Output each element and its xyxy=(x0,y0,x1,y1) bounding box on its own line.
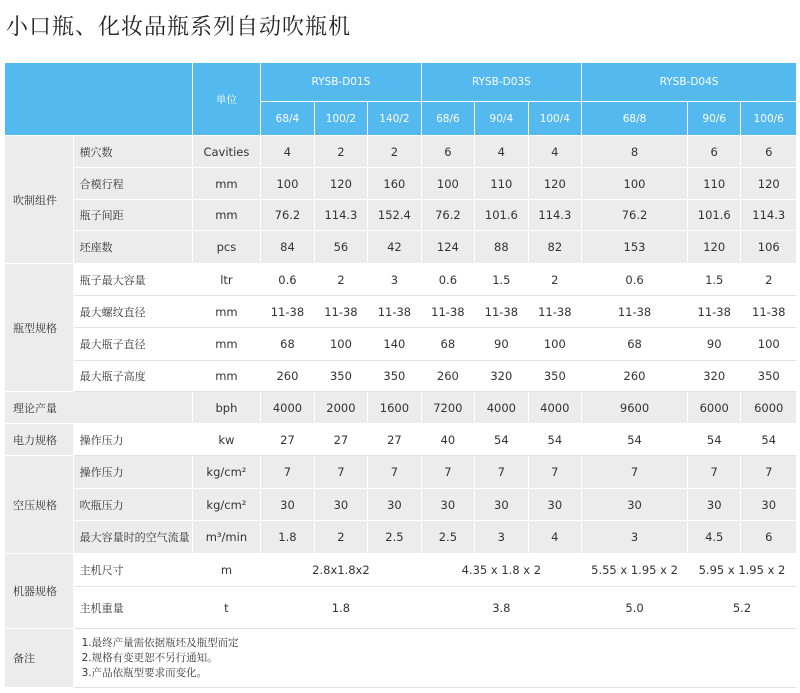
group-label: 机器规格 xyxy=(5,554,74,629)
value-cell: 1.8 xyxy=(261,587,421,629)
table-row xyxy=(5,264,797,296)
value-cell: 1600 xyxy=(368,392,421,424)
value-cell: 6000 xyxy=(741,392,797,424)
value-cell: 30 xyxy=(368,489,421,521)
variant-header: 68/6 xyxy=(421,102,474,136)
value-cell: 2 xyxy=(528,264,581,296)
model-header: RYSB-D03S xyxy=(421,63,581,102)
table-row xyxy=(5,296,797,328)
value-cell: 27 xyxy=(368,424,421,456)
value-cell: 114.3 xyxy=(741,200,797,231)
value-cell: 2000 xyxy=(314,392,367,424)
value-cell: 100 xyxy=(261,168,314,200)
unit-cell: mm xyxy=(192,168,261,200)
value-cell: 30 xyxy=(687,489,740,521)
value-cell: 4 xyxy=(261,136,314,168)
remarks-row xyxy=(5,629,797,688)
row-label: 瓶子间距 xyxy=(73,200,192,231)
value-cell: 54 xyxy=(582,424,688,456)
value-cell: 350 xyxy=(528,361,581,392)
value-cell: 2 xyxy=(314,136,367,168)
unit-cell: m xyxy=(192,554,261,587)
variant-header: 68/8 xyxy=(582,102,688,136)
value-cell: 11-38 xyxy=(314,296,367,328)
value-cell: 114.3 xyxy=(314,200,367,231)
value-cell: 2 xyxy=(314,264,367,296)
model-header: RYSB-D01S xyxy=(261,63,421,102)
value-cell: 4.5 xyxy=(687,521,740,554)
value-cell: 152.4 xyxy=(368,200,421,231)
unit-cell: mm xyxy=(192,200,261,231)
variant-header: 90/4 xyxy=(475,102,528,136)
value-cell: 7 xyxy=(368,456,421,489)
value-cell: 54 xyxy=(528,424,581,456)
value-cell: 7 xyxy=(421,456,474,489)
value-cell: 27 xyxy=(261,424,314,456)
table-row xyxy=(5,231,797,264)
row-label: 操作压力 xyxy=(73,456,192,489)
value-cell: 2.5 xyxy=(421,521,474,554)
unit-cell: mm xyxy=(192,361,261,392)
variant-header: 68/4 xyxy=(261,102,314,136)
unit-cell: mm xyxy=(192,296,261,328)
group-label: 电力规格 xyxy=(5,424,74,456)
value-cell: 4000 xyxy=(475,392,528,424)
unit-cell: mm xyxy=(192,328,261,361)
remark-line: 3.产品依瓶型要求而变化。 xyxy=(81,666,208,679)
table-row xyxy=(5,521,797,554)
value-cell: 2.5 xyxy=(368,521,421,554)
value-cell: 6 xyxy=(741,521,797,554)
table-row xyxy=(5,489,797,521)
value-cell: 260 xyxy=(421,361,474,392)
value-cell: 120 xyxy=(741,168,797,200)
table-row xyxy=(5,456,797,489)
unit-cell: m³/min xyxy=(192,521,261,554)
unit-cell: Cavities xyxy=(192,136,261,168)
value-cell: 11-38 xyxy=(528,296,581,328)
table-row xyxy=(5,554,797,587)
value-cell: 1.5 xyxy=(475,264,528,296)
value-cell: 68 xyxy=(421,328,474,361)
value-cell: 7 xyxy=(475,456,528,489)
value-cell: 120 xyxy=(528,168,581,200)
value-cell: 4 xyxy=(528,136,581,168)
value-cell: 114.3 xyxy=(528,200,581,231)
row-label: 最大瓶子直径 xyxy=(73,328,192,361)
value-cell: 5.0 xyxy=(582,587,688,629)
variant-header: 140/2 xyxy=(368,102,421,136)
value-cell: 9600 xyxy=(582,392,688,424)
value-cell: 30 xyxy=(475,489,528,521)
group-label: 备注 xyxy=(5,629,74,688)
value-cell: 120 xyxy=(687,231,740,264)
value-cell: 100 xyxy=(582,168,688,200)
value-cell: 30 xyxy=(261,489,314,521)
value-cell: 11-38 xyxy=(687,296,740,328)
value-cell: 1.5 xyxy=(687,264,740,296)
value-cell: 350 xyxy=(741,361,797,392)
value-cell: 100 xyxy=(528,328,581,361)
value-cell: 5.2 xyxy=(687,587,796,629)
value-cell: 11-38 xyxy=(421,296,474,328)
value-cell: 7 xyxy=(687,456,740,489)
value-cell: 90 xyxy=(475,328,528,361)
value-cell: 11-38 xyxy=(582,296,688,328)
group-label: 空压规格 xyxy=(5,456,74,554)
value-cell: 2.8x1.8x2 xyxy=(261,554,421,587)
table-row xyxy=(5,361,797,392)
unit-header: 单位 xyxy=(192,63,261,136)
value-cell: 4 xyxy=(528,521,581,554)
value-cell: 320 xyxy=(475,361,528,392)
group-label: 吹制组件 xyxy=(5,136,74,264)
variant-header: 90/6 xyxy=(687,102,740,136)
table-row xyxy=(5,328,797,361)
value-cell: 30 xyxy=(528,489,581,521)
value-cell: 0.6 xyxy=(582,264,688,296)
value-cell: 76.2 xyxy=(582,200,688,231)
value-cell: 100 xyxy=(421,168,474,200)
value-cell: 30 xyxy=(314,489,367,521)
value-cell: 54 xyxy=(687,424,740,456)
value-cell: 3.8 xyxy=(421,587,581,629)
value-cell: 7 xyxy=(741,456,797,489)
value-cell: 153 xyxy=(582,231,688,264)
value-cell: 124 xyxy=(421,231,474,264)
unit-cell: bph xyxy=(192,392,261,424)
unit-cell: ltr xyxy=(192,264,261,296)
unit-cell: t xyxy=(192,587,261,629)
value-cell: 100 xyxy=(314,328,367,361)
unit-cell: kg/cm² xyxy=(192,489,261,521)
value-cell: 3 xyxy=(582,521,688,554)
value-cell: 7 xyxy=(582,456,688,489)
value-cell: 160 xyxy=(368,168,421,200)
value-cell: 0.6 xyxy=(421,264,474,296)
value-cell: 2 xyxy=(741,264,797,296)
variant-header: 100/2 xyxy=(314,102,367,136)
row-label: 最大容量时的空气流量 xyxy=(73,521,192,554)
value-cell: 40 xyxy=(421,424,474,456)
value-cell: 5.55 x 1.95 x 2 xyxy=(582,554,688,587)
value-cell: 7 xyxy=(314,456,367,489)
value-cell: 6 xyxy=(741,136,797,168)
value-cell: 30 xyxy=(421,489,474,521)
value-cell: 11-38 xyxy=(741,296,797,328)
value-cell: 11-38 xyxy=(261,296,314,328)
model-header: RYSB-D04S xyxy=(582,63,797,102)
value-cell: 4 xyxy=(475,136,528,168)
value-cell: 7200 xyxy=(421,392,474,424)
unit-cell: kg/cm² xyxy=(192,456,261,489)
row-label: 横穴数 xyxy=(73,136,192,168)
value-cell: 101.6 xyxy=(475,200,528,231)
value-cell: 30 xyxy=(741,489,797,521)
value-cell: 54 xyxy=(741,424,797,456)
corner-cell xyxy=(5,63,193,136)
group-label: 理论产量 xyxy=(5,392,193,424)
value-cell: 68 xyxy=(582,328,688,361)
value-cell: 0.6 xyxy=(261,264,314,296)
variant-header: 100/4 xyxy=(528,102,581,136)
value-cell: 27 xyxy=(314,424,367,456)
value-cell: 8 xyxy=(582,136,688,168)
value-cell: 4.35 x 1.8 x 2 xyxy=(421,554,581,587)
value-cell: 6000 xyxy=(687,392,740,424)
value-cell: 76.2 xyxy=(421,200,474,231)
value-cell: 7 xyxy=(528,456,581,489)
table-row xyxy=(5,136,797,168)
table-row xyxy=(5,587,797,629)
value-cell: 100 xyxy=(741,328,797,361)
value-cell: 101.6 xyxy=(687,200,740,231)
row-label: 吹瓶压力 xyxy=(73,489,192,521)
value-cell: 350 xyxy=(368,361,421,392)
value-cell: 90 xyxy=(687,328,740,361)
row-label: 最大瓶子高度 xyxy=(73,361,192,392)
table-row xyxy=(5,392,797,424)
group-label: 瓶型规格 xyxy=(5,264,74,392)
value-cell: 6 xyxy=(421,136,474,168)
value-cell: 7 xyxy=(261,456,314,489)
row-label: 最大螺纹直径 xyxy=(73,296,192,328)
table-row xyxy=(5,200,797,231)
value-cell: 320 xyxy=(687,361,740,392)
value-cell: 3 xyxy=(475,521,528,554)
value-cell: 1.8 xyxy=(261,521,314,554)
value-cell: 2 xyxy=(314,521,367,554)
value-cell: 68 xyxy=(261,328,314,361)
value-cell: 4000 xyxy=(261,392,314,424)
row-label: 坯座数 xyxy=(73,231,192,264)
unit-cell: kw xyxy=(192,424,261,456)
header-row-models xyxy=(5,63,797,102)
value-cell: 110 xyxy=(687,168,740,200)
value-cell: 6 xyxy=(687,136,740,168)
value-cell: 106 xyxy=(741,231,797,264)
value-cell: 76.2 xyxy=(261,200,314,231)
value-cell: 11-38 xyxy=(368,296,421,328)
remark-line: 2.规格有变更恕不另行通知。 xyxy=(81,651,218,664)
value-cell: 140 xyxy=(368,328,421,361)
row-label: 主机尺寸 xyxy=(73,554,192,587)
value-cell: 42 xyxy=(368,231,421,264)
value-cell: 110 xyxy=(475,168,528,200)
spec-table xyxy=(4,62,797,688)
value-cell: 2 xyxy=(368,136,421,168)
unit-cell: pcs xyxy=(192,231,261,264)
value-cell: 350 xyxy=(314,361,367,392)
value-cell: 30 xyxy=(582,489,688,521)
row-label: 瓶子最大容量 xyxy=(73,264,192,296)
page-title: 小口瓶、化妆品瓶系列自动吹瓶机 xyxy=(6,15,352,40)
table-row xyxy=(5,168,797,200)
value-cell: 54 xyxy=(475,424,528,456)
remarks-cell xyxy=(73,629,796,688)
value-cell: 3 xyxy=(368,264,421,296)
value-cell: 5.95 x 1.95 x 2 xyxy=(687,554,796,587)
value-cell: 88 xyxy=(475,231,528,264)
variant-header: 100/6 xyxy=(741,102,797,136)
value-cell: 4000 xyxy=(528,392,581,424)
value-cell: 56 xyxy=(314,231,367,264)
value-cell: 260 xyxy=(261,361,314,392)
value-cell: 84 xyxy=(261,231,314,264)
remark-line: 1.最终产量需依据瓶坯及瓶型而定 xyxy=(81,636,239,649)
value-cell: 120 xyxy=(314,168,367,200)
table-row xyxy=(5,424,797,456)
spec-table-body xyxy=(5,63,797,688)
value-cell: 11-38 xyxy=(475,296,528,328)
value-cell: 260 xyxy=(582,361,688,392)
row-label: 主机重量 xyxy=(73,587,192,629)
row-label: 操作压力 xyxy=(73,424,192,456)
value-cell: 82 xyxy=(528,231,581,264)
row-label: 合模行程 xyxy=(73,168,192,200)
